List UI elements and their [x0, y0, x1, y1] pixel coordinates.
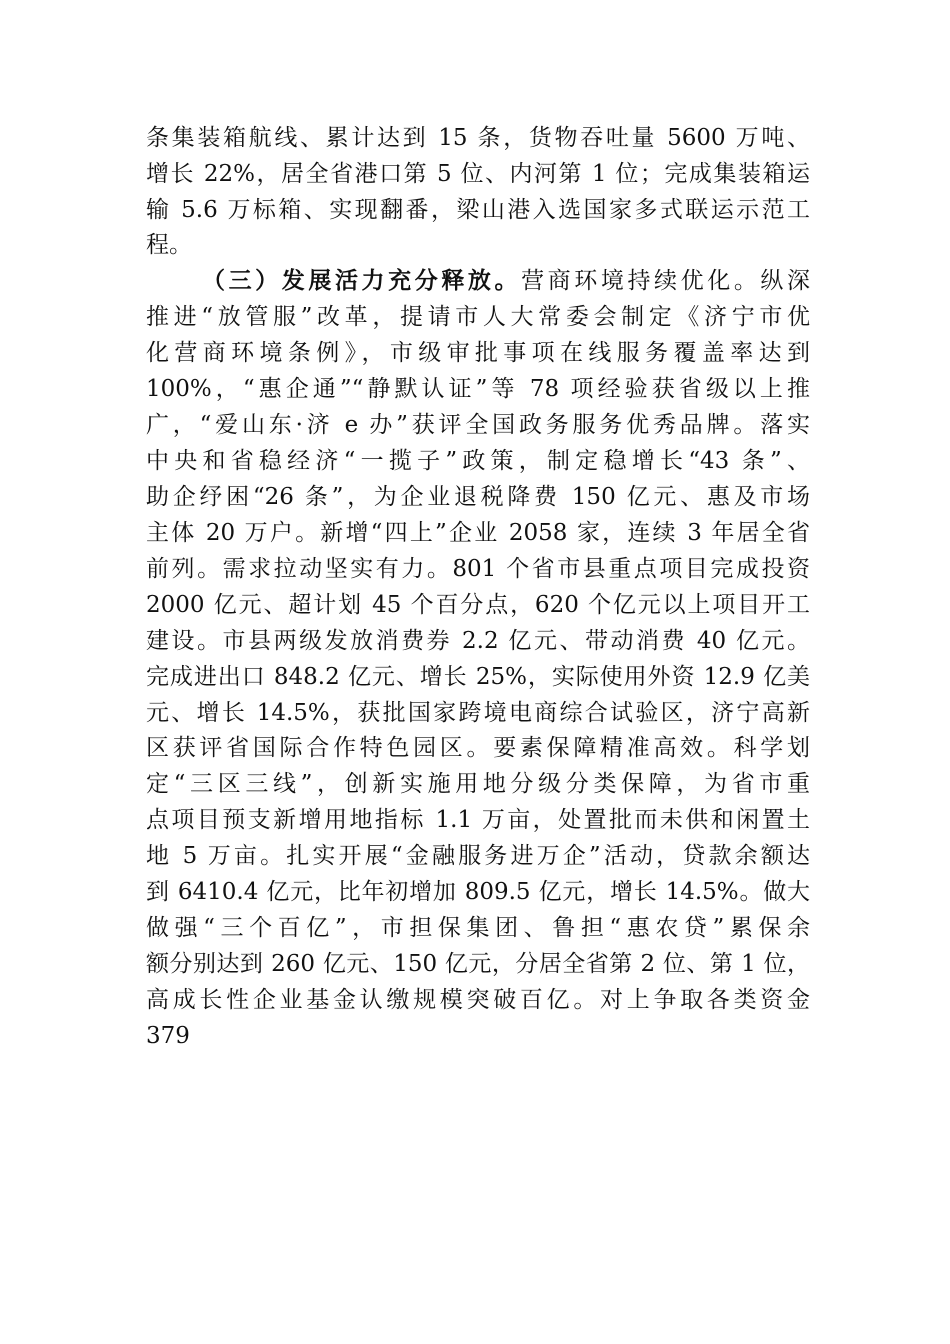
paragraph-line: 输 5.6 万标箱、实现翻番，梁山港入选国家多式联运示范工: [146, 197, 810, 223]
paragraph-line: 100%，“惠企通”“静默认证”等 78 项经验获省级以上推: [146, 376, 810, 402]
paragraph-line: 中央和省稳经济“一揽子”政策，制定稳增长“43 条”、: [146, 448, 810, 474]
paragraph-line: 助企纾困“26 条”，为企业退税降费 150 亿元、惠及市场: [146, 484, 810, 510]
paragraph-text: 营商环境持续优化。纵深: [521, 268, 811, 294]
paragraph-line: 完成进出口 848.2 亿元、增长 25%，实际使用外资 12.9 亿美: [146, 664, 810, 690]
paragraph-line: 到 6410.4 亿元，比年初增加 809.5 亿元，增长 14.5%。做大: [146, 879, 810, 905]
paragraph-line: 前列。需求拉动坚实有力。801 个省市县重点项目完成投资: [146, 556, 810, 582]
paragraph-line: 化营商环境条例》，市级审批事项在线服务覆盖率达到: [146, 340, 810, 366]
paragraph-line: 程。: [146, 232, 192, 258]
section-heading-line: [202, 263, 810, 299]
paragraph-line: 广，“爱山东·济 e 办”获评全国政务服务优秀品牌。落实: [146, 412, 810, 438]
paragraph-line: 点项目预支新增用地指标 1.1 万亩，处置批而未供和闲置土: [146, 807, 810, 833]
paragraph-line: 主体 20 万户。新增“四上”企业 2058 家，连续 3 年居全省: [146, 520, 810, 546]
paragraph-line: 增长 22%，居全省港口第 5 位、内河第 1 位；完成集装箱运: [146, 161, 810, 187]
paragraph-line: 定“三区三线”，创新实施用地分级分类保障，为省市重: [146, 771, 810, 797]
paragraph-line: 2000 亿元、超计划 45 个百分点，620 个亿元以上项目开工: [146, 592, 810, 618]
paragraph-line: 区获评省国际合作特色园区。要素保障精准高效。科学划: [146, 735, 810, 761]
paragraph-line: 建设。市县两级发放消费券 2.2 亿元、带动消费 40 亿元。: [146, 628, 810, 654]
paragraph-line: 额分别达到 260 亿元、150 亿元，分居全省第 2 位、第 1 位，: [146, 951, 810, 977]
paragraph-line: 379: [146, 1023, 190, 1049]
section-heading: （三）发展活力充分释放。: [202, 267, 522, 294]
paragraph-line: 地 5 万亩。扎实开展“金融服务进万企”活动，贷款余额达: [146, 843, 810, 869]
paragraph-line: 做强“三个百亿”，市担保集团、鲁担“惠农贷”累保余: [146, 915, 810, 941]
paragraph-line: 元、增长 14.5%，获批国家跨境电商综合试验区，济宁高新: [146, 700, 810, 726]
paragraph-line: 高成长性企业基金认缴规模突破百亿。对上争取各类资金: [146, 987, 810, 1013]
paragraph-line: 条集装箱航线、累计达到 15 条，货物吞吐量 5600 万吨、: [146, 125, 810, 151]
paragraph-line: 推进“放管服”改革，提请市人大常委会制定《济宁市优: [146, 304, 810, 330]
